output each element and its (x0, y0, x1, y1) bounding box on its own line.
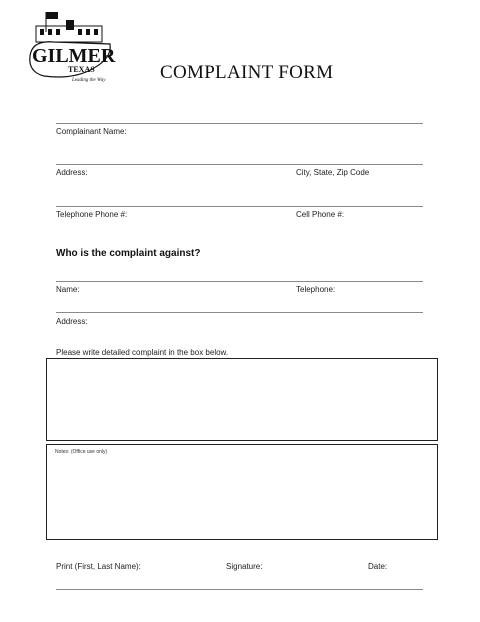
logo-motto-text: Leading the Way (72, 78, 106, 83)
signature-line[interactable] (56, 589, 423, 590)
address-field[interactable] (56, 206, 423, 207)
complaint-instruction: Please write detailed complaint in the box below. (56, 348, 229, 357)
logo-city-text: GILMER (32, 45, 116, 67)
divider (56, 123, 423, 124)
against-heading: Who is the complaint against? (56, 248, 201, 259)
against-address-label: Address: (56, 317, 88, 326)
against-telephone-label: Telephone: (296, 285, 336, 294)
gilmer-texas-logo (24, 10, 116, 84)
logo-state-text: TEXAS (68, 65, 95, 74)
against-name-label: Name: (56, 285, 80, 294)
complainant-name-field[interactable] (56, 164, 423, 165)
signature-label: Signature: (226, 562, 263, 571)
city-seal-icon (24, 10, 116, 84)
cell-phone-label: Cell Phone #: (296, 210, 345, 219)
city-state-zip-label: City, State, Zip Code (296, 168, 370, 177)
form-title: COMPLAINT FORM (160, 62, 334, 83)
notes-box[interactable] (46, 444, 438, 540)
print-name-label: Print (First, Last Name): (56, 562, 141, 571)
telephone-label: Telephone Phone #: (56, 210, 128, 219)
complaint-textbox[interactable] (46, 358, 438, 441)
against-top-divider (56, 281, 423, 282)
against-name-field[interactable] (56, 312, 423, 313)
notes-label: Notes: (Office use only) (55, 449, 108, 455)
complainant-name-label: Complainant Name: (56, 127, 127, 136)
date-label: Date: (368, 562, 388, 571)
address-label: Address: (56, 168, 88, 177)
